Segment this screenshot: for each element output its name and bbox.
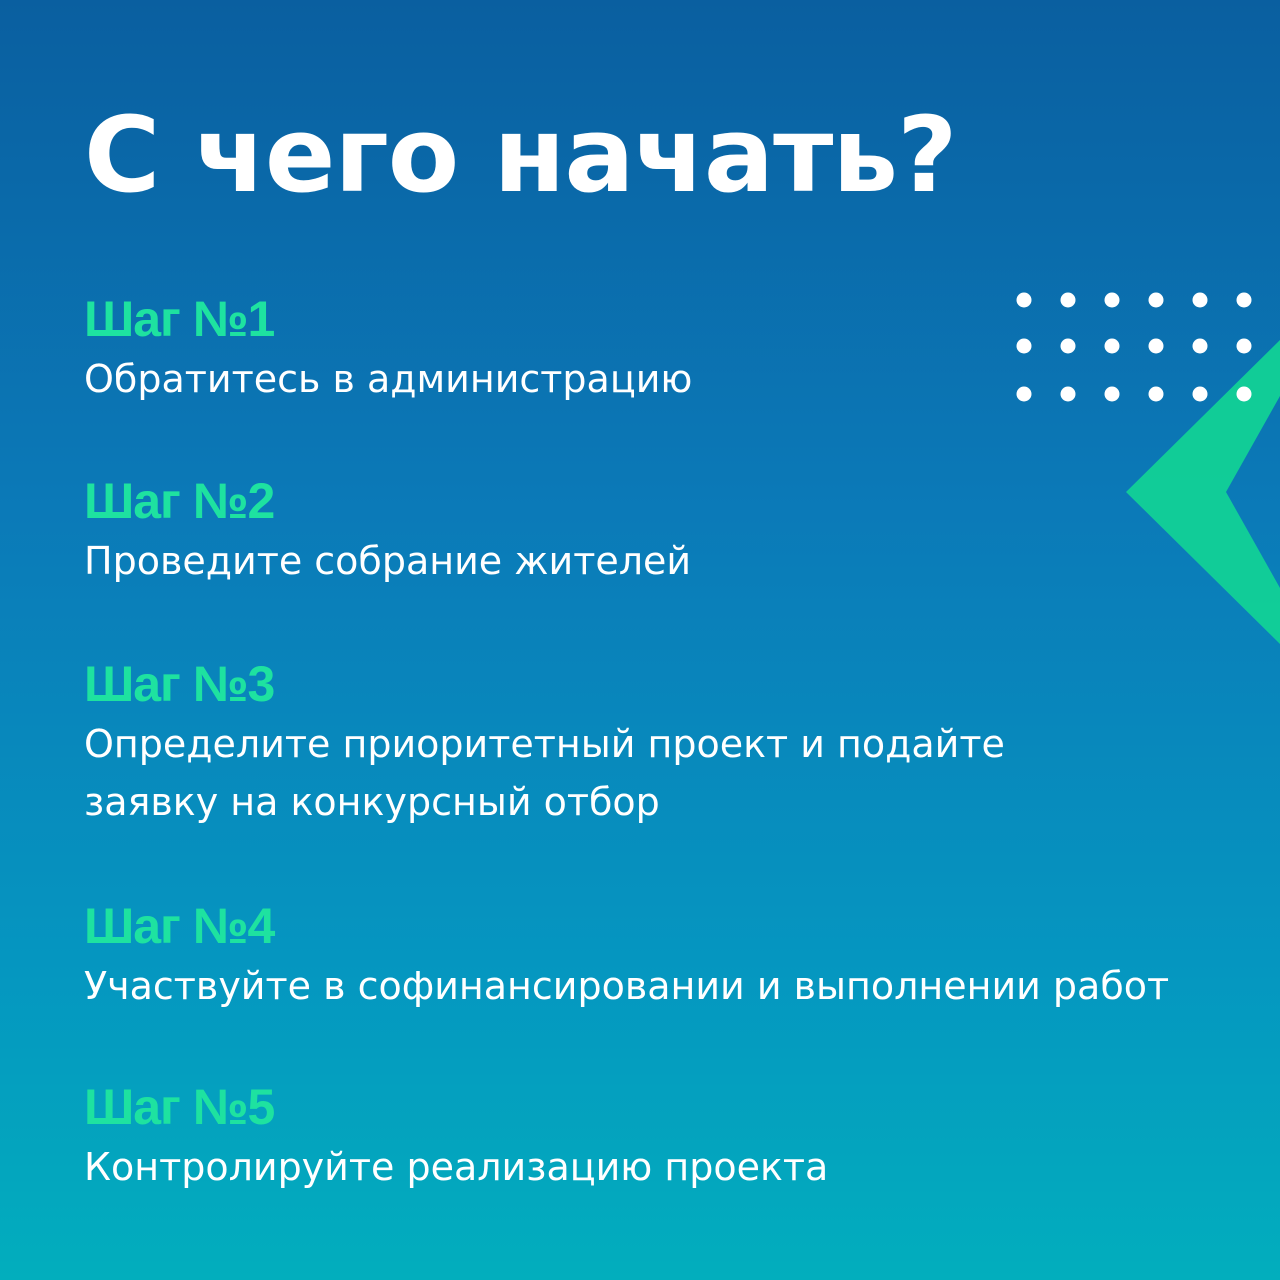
step-2 [84, 472, 1244, 590]
step-4 [84, 897, 1244, 1015]
step-label: Шаг №3 [84, 656, 275, 712]
step-text: Участвуйте в софинансировании и выполнении работ [84, 964, 1170, 1008]
page-title: С чего начать? [84, 94, 957, 216]
step-label: Шаг №4 [84, 898, 275, 954]
dot-grid-icon [1010, 286, 1260, 416]
step-text: Обратитесь в администрацию [84, 357, 693, 401]
step-3 [84, 655, 1244, 831]
step-text-line-2: заявку на конкурсный отбор [84, 780, 660, 824]
step-label: Шаг №5 [84, 1079, 275, 1135]
step-label: Шаг №2 [84, 473, 275, 529]
step-5 [84, 1078, 1244, 1196]
step-text: Контролируйте реализацию проекта [84, 1145, 829, 1189]
step-label: Шаг №1 [84, 291, 275, 347]
step-text-line-1: Определите приоритетный проект и подайте [84, 722, 1005, 766]
step-text: Проведите собрание жителей [84, 539, 692, 583]
